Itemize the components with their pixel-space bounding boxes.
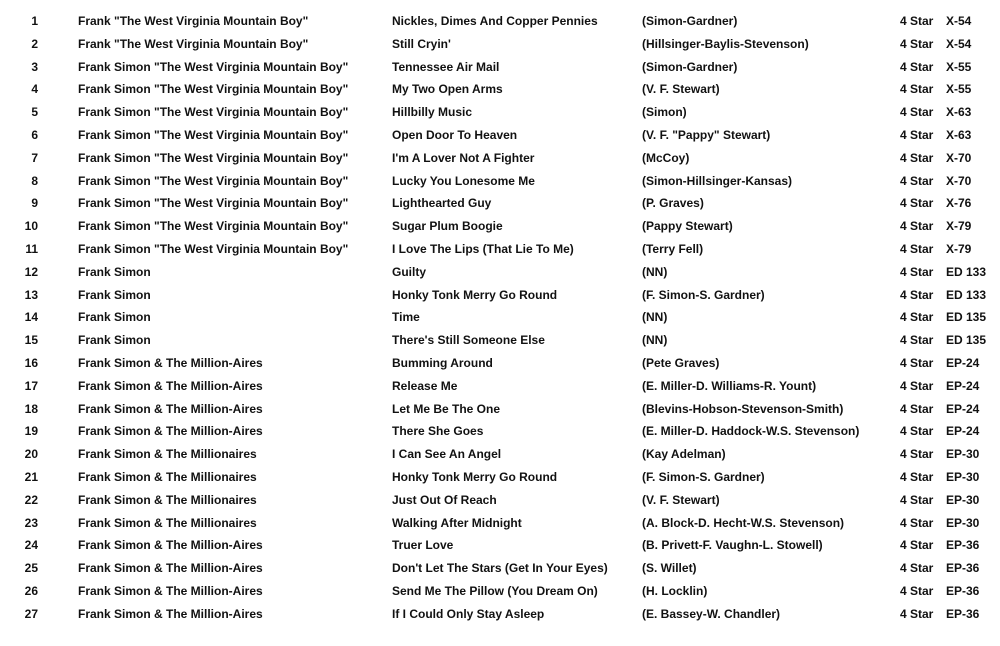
track-number: 12	[24, 264, 38, 279]
songwriters: (Kay Adelman)	[642, 447, 726, 462]
songwriters: (F. Simon-S. Gardner)	[642, 287, 765, 302]
track-number: 4	[31, 82, 38, 97]
list-item	[0, 33, 1000, 56]
list-item	[0, 147, 1000, 170]
song-title: Lighthearted Guy	[392, 196, 492, 211]
record-label: 4 Star	[900, 583, 934, 598]
song-title: Time	[392, 310, 420, 325]
artist-name: Frank Simon & The Million-Aires	[78, 561, 263, 576]
artist-name: Frank Simon & The Million-Aires	[78, 424, 263, 439]
track-number: 24	[24, 538, 38, 553]
track-number: 18	[24, 401, 38, 416]
list-item	[0, 512, 1000, 535]
song-title: Release Me	[392, 378, 458, 393]
list-item	[0, 375, 1000, 398]
songwriters: (Simon)	[642, 105, 687, 120]
list-item	[0, 284, 1000, 307]
list-item	[0, 420, 1000, 443]
catalog-number: EP-36	[946, 538, 980, 553]
song-title: Nickles, Dimes And Copper Pennies	[392, 14, 598, 28]
songwriters: (P. Graves)	[642, 196, 704, 211]
songwriters: (NN)	[642, 333, 668, 348]
song-title: Open Door To Heaven	[392, 127, 518, 142]
catalog-number: X-54	[946, 14, 972, 28]
artist-name: Frank Simon	[78, 264, 151, 279]
artist-name: Frank Simon	[78, 310, 151, 325]
catalog-number: X-70	[946, 150, 972, 165]
songwriters: (S. Willet)	[642, 561, 697, 576]
songwriters: (A. Block-D. Hecht-W.S. Stevenson)	[642, 515, 845, 530]
catalog-number: ED 135	[946, 333, 987, 348]
artist-name: Frank Simon & The Million-Aires	[78, 401, 263, 416]
catalog-number: EP-24	[946, 424, 980, 439]
catalog-number: EP-24	[946, 401, 980, 416]
songwriters: (V. F. Stewart)	[642, 82, 720, 97]
song-title: Tennessee Air Mail	[392, 59, 500, 74]
track-number: 9	[31, 196, 38, 211]
catalog-number: EP-30	[946, 515, 980, 530]
song-title: There She Goes	[392, 424, 484, 439]
record-label: 4 Star	[900, 538, 934, 553]
songwriters: (McCoy)	[642, 150, 690, 165]
artist-name: Frank Simon & The Millionaires	[78, 492, 257, 507]
catalog-number: X-63	[946, 105, 972, 120]
record-label: 4 Star	[900, 561, 934, 576]
artist-name: Frank Simon "The West Virginia Mountain Boy"	[78, 241, 349, 256]
track-number: 27	[24, 606, 38, 621]
artist-name: Frank Simon "The West Virginia Mountain Boy"	[78, 196, 349, 211]
artist-name: Frank Simon "The West Virginia Mountain Boy"	[78, 127, 349, 142]
song-title: If I Could Only Stay Asleep	[392, 606, 545, 621]
record-label: 4 Star	[900, 424, 934, 439]
list-item	[0, 466, 1000, 489]
songwriters: (E. Miller-D. Williams-R. Yount)	[642, 378, 817, 393]
artist-name: Frank Simon "The West Virginia Mountain Boy"	[78, 82, 349, 97]
artist-name: Frank Simon & The Millionaires	[78, 469, 257, 484]
record-label: 4 Star	[900, 378, 934, 393]
catalog-number: X-63	[946, 127, 972, 142]
track-number: 23	[24, 515, 38, 530]
record-label: 4 Star	[900, 333, 934, 348]
record-label: 4 Star	[900, 241, 934, 256]
track-number: 6	[31, 127, 38, 142]
list-item	[0, 489, 1000, 512]
song-title: Guilty	[392, 264, 427, 279]
track-number: 13	[24, 287, 38, 302]
songwriters: (Simon-Gardner)	[642, 14, 738, 28]
songwriters: (E. Miller-D. Haddock-W.S. Stevenson)	[642, 424, 860, 439]
track-number: 11	[25, 241, 38, 256]
record-label: 4 Star	[900, 14, 934, 28]
list-item	[0, 329, 1000, 352]
artist-name: Frank Simon "The West Virginia Mountain Boy"	[78, 219, 349, 234]
song-title: My Two Open Arms	[392, 82, 503, 97]
catalog-number: X-79	[946, 241, 972, 256]
artist-name: Frank Simon "The West Virginia Mountain Boy"	[78, 59, 349, 74]
songwriters: (B. Privett-F. Vaughn-L. Stowell)	[642, 538, 823, 553]
list-item	[0, 78, 1000, 101]
catalog-number: X-70	[946, 173, 972, 188]
track-number: 14	[24, 310, 38, 325]
songwriters: (V. F. "Pappy" Stewart)	[642, 127, 771, 142]
songwriters: (Pappy Stewart)	[642, 219, 733, 234]
artist-name: Frank "The West Virginia Mountain Boy"	[78, 36, 309, 51]
track-number: 22	[24, 492, 38, 507]
song-title: There's Still Someone Else	[392, 333, 545, 348]
song-title: Lucky You Lonesome Me	[392, 173, 535, 188]
record-label: 4 Star	[900, 173, 934, 188]
song-title: Sugar Plum Boogie	[392, 219, 503, 234]
record-label: 4 Star	[900, 515, 934, 530]
catalog-number: EP-24	[946, 355, 980, 370]
record-label: 4 Star	[900, 127, 934, 142]
song-title: I'm A Lover Not A Fighter	[392, 150, 535, 165]
list-item	[0, 238, 1000, 261]
songwriters: (H. Locklin)	[642, 583, 708, 598]
list-item	[0, 534, 1000, 557]
track-number: 2	[31, 36, 38, 51]
catalog-number: X-55	[946, 59, 972, 74]
song-title: I Can See An Angel	[392, 447, 502, 462]
catalog-number: EP-36	[946, 583, 980, 598]
record-label: 4 Star	[900, 59, 934, 74]
artist-name: Frank Simon	[78, 333, 151, 348]
artist-name: Frank Simon "The West Virginia Mountain Boy"	[78, 173, 349, 188]
catalog-number: ED 135	[946, 310, 987, 325]
artist-name: Frank Simon & The Million-Aires	[78, 538, 263, 553]
record-label: 4 Star	[900, 196, 934, 211]
track-number: 8	[31, 173, 38, 188]
artist-name: Frank Simon & The Million-Aires	[78, 355, 263, 370]
song-title: Just Out Of Reach	[392, 492, 497, 507]
song-title: Truer Love	[392, 538, 454, 553]
catalog-number: X-55	[946, 82, 972, 97]
song-title: I Love The Lips (That Lie To Me)	[392, 241, 574, 256]
list-item	[0, 352, 1000, 375]
songwriters: (Blevins-Hobson-Stevenson-Smith)	[642, 401, 844, 416]
list-item	[0, 261, 1000, 284]
song-title: Honky Tonk Merry Go Round	[392, 469, 558, 484]
song-title: Let Me Be The One	[392, 401, 501, 416]
catalog-number: EP-30	[946, 492, 980, 507]
list-item	[0, 10, 1000, 33]
discography-list	[0, 10, 1000, 626]
list-item	[0, 56, 1000, 79]
list-item	[0, 398, 1000, 421]
list-item	[0, 215, 1000, 238]
songwriters: (NN)	[642, 310, 668, 325]
track-number: 3	[31, 59, 38, 74]
record-label: 4 Star	[900, 36, 934, 51]
songwriters: (V. F. Stewart)	[642, 492, 720, 507]
record-label: 4 Star	[900, 492, 934, 507]
list-item	[0, 192, 1000, 215]
track-number: 1	[31, 14, 38, 28]
list-item	[0, 603, 1000, 626]
artist-name: Frank Simon & The Million-Aires	[78, 378, 263, 393]
record-label: 4 Star	[900, 401, 934, 416]
track-number: 17	[24, 378, 38, 393]
song-title: Send Me The Pillow (You Dream On)	[392, 583, 598, 598]
track-number: 26	[24, 583, 38, 598]
track-number: 7	[31, 150, 38, 165]
track-number: 19	[24, 424, 38, 439]
artist-name: Frank "The West Virginia Mountain Boy"	[78, 14, 309, 28]
catalog-number: X-54	[946, 36, 972, 51]
list-item	[0, 101, 1000, 124]
song-title: Hillbilly Music	[392, 105, 473, 120]
record-label: 4 Star	[900, 469, 934, 484]
track-number: 20	[24, 447, 38, 462]
catalog-number: ED 133	[946, 264, 987, 279]
catalog-number: EP-36	[946, 606, 980, 621]
list-item	[0, 557, 1000, 580]
catalog-number: EP-30	[946, 447, 980, 462]
songwriters: (F. Simon-S. Gardner)	[642, 469, 765, 484]
song-title: Bumming Around	[392, 355, 493, 370]
songwriters: (Terry Fell)	[642, 241, 704, 256]
track-number: 5	[31, 105, 38, 120]
artist-name: Frank Simon & The Millionaires	[78, 447, 257, 462]
record-label: 4 Star	[900, 150, 934, 165]
record-label: 4 Star	[900, 287, 934, 302]
record-label: 4 Star	[900, 219, 934, 234]
record-label: 4 Star	[900, 447, 934, 462]
song-title: Walking After Midnight	[392, 515, 522, 530]
list-item	[0, 170, 1000, 193]
list-item	[0, 306, 1000, 329]
artist-name: Frank Simon	[78, 287, 151, 302]
track-number: 15	[24, 333, 38, 348]
track-number: 21	[24, 469, 38, 484]
record-label: 4 Star	[900, 310, 934, 325]
record-label: 4 Star	[900, 105, 934, 120]
catalog-number: X-76	[946, 196, 972, 211]
track-number: 10	[24, 219, 38, 234]
catalog-number: EP-36	[946, 561, 980, 576]
record-label: 4 Star	[900, 606, 934, 621]
artist-name: Frank Simon "The West Virginia Mountain Boy"	[78, 150, 349, 165]
list-item	[0, 580, 1000, 603]
song-title: Honky Tonk Merry Go Round	[392, 287, 558, 302]
songwriters: (Hillsinger-Baylis-Stevenson)	[642, 36, 809, 51]
song-title: Don't Let The Stars (Get In Your Eyes)	[392, 561, 608, 576]
track-number: 16	[24, 355, 38, 370]
record-label: 4 Star	[900, 82, 934, 97]
artist-name: Frank Simon "The West Virginia Mountain Boy"	[78, 105, 349, 120]
catalog-number: X-79	[946, 219, 972, 234]
catalog-number: EP-30	[946, 469, 980, 484]
songwriters: (Pete Graves)	[642, 355, 720, 370]
song-title: Still Cryin'	[392, 36, 451, 51]
artist-name: Frank Simon & The Million-Aires	[78, 583, 263, 598]
songwriters: (E. Bassey-W. Chandler)	[642, 606, 781, 621]
catalog-number: EP-24	[946, 378, 980, 393]
catalog-number: ED 133	[946, 287, 987, 302]
songwriters: (Simon-Hillsinger-Kansas)	[642, 173, 793, 188]
record-label: 4 Star	[900, 355, 934, 370]
track-number: 25	[24, 561, 38, 576]
list-item	[0, 443, 1000, 466]
songwriters: (Simon-Gardner)	[642, 59, 738, 74]
artist-name: Frank Simon & The Million-Aires	[78, 606, 263, 621]
list-item	[0, 124, 1000, 147]
songwriters: (NN)	[642, 264, 668, 279]
artist-name: Frank Simon & The Millionaires	[78, 515, 257, 530]
record-label: 4 Star	[900, 264, 934, 279]
